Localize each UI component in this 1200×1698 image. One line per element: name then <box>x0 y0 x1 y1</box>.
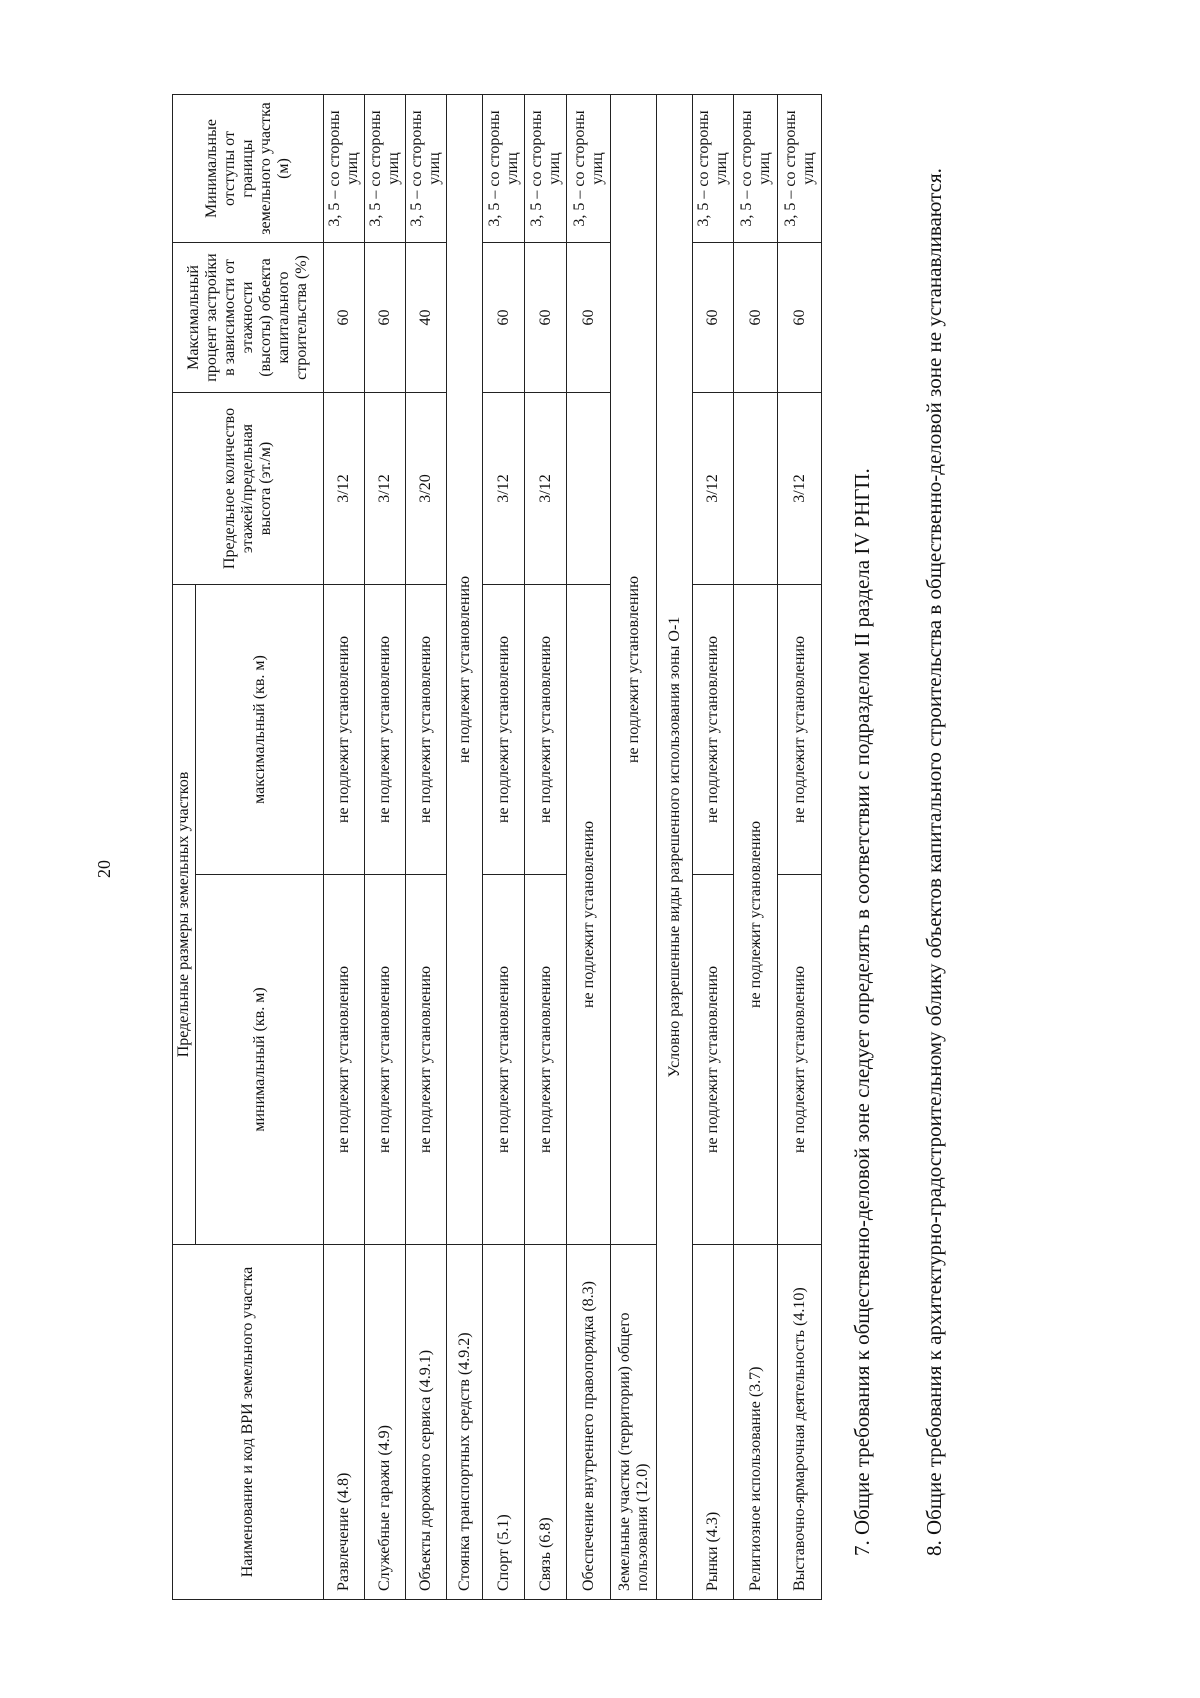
header-max-area: максимальный (кв. м) <box>196 585 324 875</box>
row-area-span-value: не подлежит установлению <box>734 585 778 1245</box>
table-row <box>567 95 611 1600</box>
row-min-area: не подлежит установлению <box>778 875 822 1245</box>
row-setback: 3, 5 – со стороны улиц <box>525 95 567 243</box>
table-body <box>324 95 822 1600</box>
row-coverage: 40 <box>406 243 447 393</box>
row-floors: 3/12 <box>693 393 734 585</box>
row-floors <box>567 393 611 585</box>
table-row <box>447 95 483 1600</box>
row-max-area: не подлежит установлению <box>406 585 447 875</box>
row-setback: 3, 5 – со стороны улиц <box>734 95 778 243</box>
row-setback: 3, 5 – со стороны улиц <box>483 95 525 243</box>
row-name: Обеспечение внутреннего правопорядка (8.3) <box>567 1245 611 1600</box>
row-max-area: не подлежит установлению <box>483 585 525 875</box>
row-coverage: 60 <box>525 243 567 393</box>
row-coverage: 60 <box>365 243 406 393</box>
table-row <box>611 95 657 1600</box>
row-floors: 3/12 <box>483 393 525 585</box>
row-name: Земельные участки (территории) общего пользования (12.0) <box>611 1245 657 1600</box>
row-coverage: 60 <box>693 243 734 393</box>
row-coverage: 60 <box>778 243 822 393</box>
row-coverage: 60 <box>483 243 525 393</box>
rotated-page-content <box>172 70 1102 1640</box>
row-setback: 3, 5 – со стороны улиц <box>567 95 611 243</box>
row-min-area: не подлежит установлению <box>693 875 734 1245</box>
row-min-area: не подлежит установлению <box>525 875 567 1245</box>
conditional-section-header: Условно разрешенные виды разрешенного использования зоны О-1 <box>657 95 693 1600</box>
table-row <box>483 95 525 1600</box>
table-row <box>525 95 567 1600</box>
table-row <box>324 95 365 1600</box>
page-number: 20 <box>94 860 114 878</box>
row-name: Развлечение (4.8) <box>324 1245 365 1600</box>
row-min-area: не подлежит установлению <box>324 875 365 1245</box>
row-name: Рынки (4.3) <box>693 1245 734 1600</box>
row-name: Объекты дорожного сервиса (4.9.1) <box>406 1245 447 1600</box>
row-max-area: не подлежит установлению <box>324 585 365 875</box>
table-row <box>406 95 447 1600</box>
row-setback: 3, 5 – со стороны улиц <box>324 95 365 243</box>
table-row <box>734 95 778 1600</box>
header-sizes-group: Предельные размеры земельных участков <box>173 585 196 1245</box>
row-max-area: не подлежит установлению <box>693 585 734 875</box>
row-max-area: не подлежит установлению <box>525 585 567 875</box>
row-max-area: не подлежит установлению <box>365 585 406 875</box>
row-coverage: 60 <box>567 243 611 393</box>
table-row <box>778 95 822 1600</box>
paragraph-8: 8. Общие требования к архитектурно-градостроительному облику объектов капитального строительства в общественно-деловой зоне не устанавливаются. <box>922 168 946 1556</box>
row-floors: 3/12 <box>365 393 406 585</box>
row-setback: 3, 5 – со стороны улиц <box>406 95 447 243</box>
header-floors: Предельное количество этажей/предельная высота (эт./м) <box>173 393 324 585</box>
row-full-span-value: не подлежит установлению <box>447 95 483 1245</box>
row-name: Выставочно-ярмарочная деятельность (4.10) <box>778 1245 822 1600</box>
row-floors: 3/20 <box>406 393 447 585</box>
row-name: Спорт (5.1) <box>483 1245 525 1600</box>
row-coverage: 60 <box>734 243 778 393</box>
row-floors: 3/12 <box>778 393 822 585</box>
row-min-area: не подлежит установлению <box>365 875 406 1245</box>
row-full-span-value: не подлежит установлению <box>611 95 657 1245</box>
row-name: Связь (6.8) <box>525 1245 567 1600</box>
header-min-area: минимальный (кв. м) <box>196 875 324 1245</box>
row-name: Стоянка транспортных средств (4.9.2) <box>447 1245 483 1600</box>
row-name: Служебные гаражи (4.9) <box>365 1245 406 1600</box>
header-coverage: Максимальный процент застройки в зависимости от этажности (высоты) объекта капитального строительства (%) <box>173 243 324 393</box>
row-coverage: 60 <box>324 243 365 393</box>
row-area-span-value: не подлежит установлению <box>567 585 611 1245</box>
table-row <box>365 95 406 1600</box>
row-max-area: не подлежит установлению <box>778 585 822 875</box>
row-floors <box>734 393 778 585</box>
row-min-area: не подлежит установлению <box>483 875 525 1245</box>
row-setback: 3, 5 – со стороны улиц <box>365 95 406 243</box>
row-setback: 3, 5 – со стороны улиц <box>693 95 734 243</box>
row-floors: 3/12 <box>525 393 567 585</box>
row-name: Религиозное использование (3.7) <box>734 1245 778 1600</box>
conditional-section-row <box>657 95 693 1600</box>
zone-requirements-table <box>172 94 822 1600</box>
row-floors: 3/12 <box>324 393 365 585</box>
paragraph-7: 7. Общие требования к общественно-деловой зоне следует определять в соответствии с подразделом II раздела IV РНГП. <box>850 468 874 1556</box>
header-setbacks: Минимальные отступы от границы земельного участка (м) <box>173 95 324 243</box>
table-row <box>693 95 734 1600</box>
header-name: Наименование и код ВРИ земельного участка <box>173 1245 324 1600</box>
row-min-area: не подлежит установлению <box>406 875 447 1245</box>
row-setback: 3, 5 – со стороны улиц <box>778 95 822 243</box>
